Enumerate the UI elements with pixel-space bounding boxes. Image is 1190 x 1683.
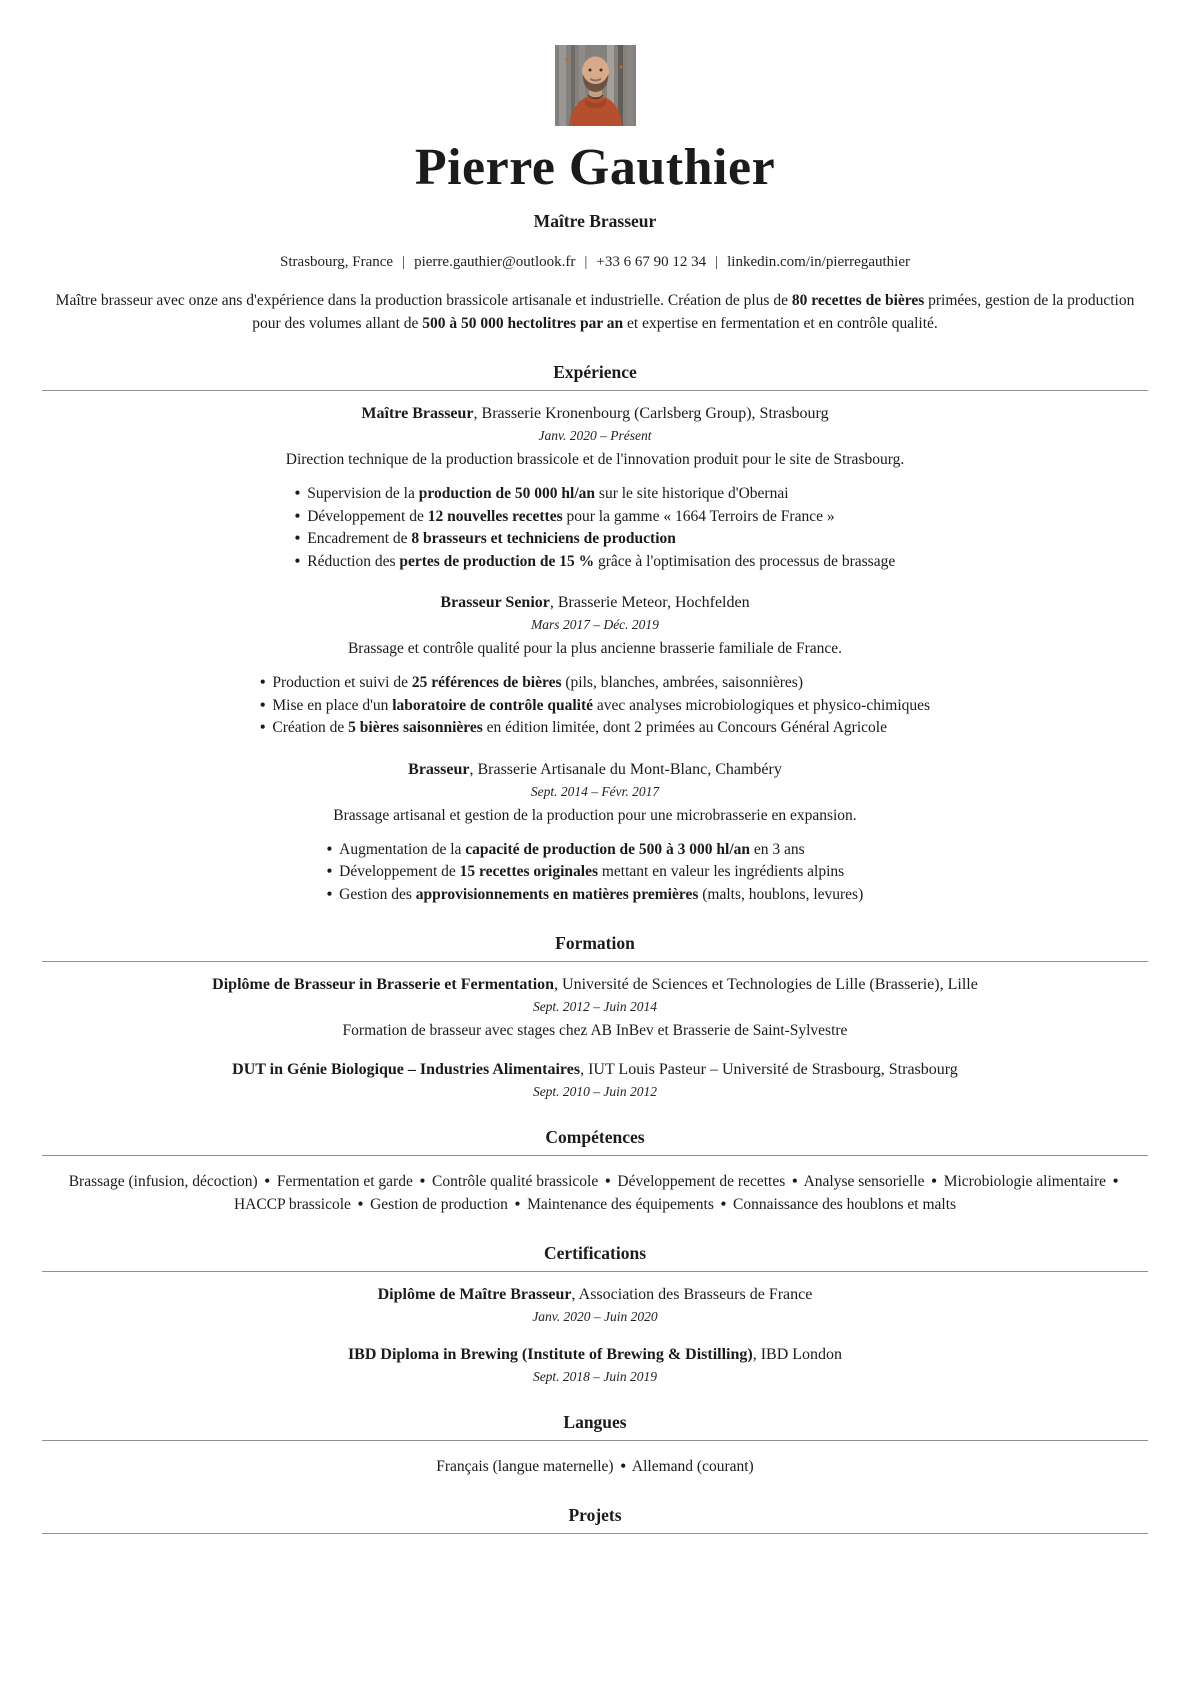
- bold-text: 80 recettes de bières: [791, 292, 925, 310]
- summary-paragraph: Maître brasseur avec onze ans d'expérience dans la production brassicole artisanale et industrielle. Création de plus de 80 recettes de bières primées, gestion de la production pour des volumes allant de 500 à 50 000 hectolitres par an et expertise en fermentation et en contrôle qualité.: [55, 292, 1135, 333]
- bullet-icon: •: [294, 530, 301, 548]
- list-item: Français (langue maternelle): [436, 1458, 614, 1476]
- bullet-icon: •: [259, 674, 266, 692]
- contact-separator: |: [402, 254, 406, 271]
- bullet-item: • Création de 5 bières saisonnières en édition limitée, dont 2 primées au Concours Général Agricole: [259, 719, 887, 737]
- dot-separator: •: [720, 1196, 727, 1214]
- entry: [42, 405, 1148, 573]
- entry-title: [42, 1286, 1148, 1304]
- section-divider: [42, 1440, 1148, 1441]
- bold-text: 25 références de bières: [411, 674, 562, 692]
- section-competences: [42, 1127, 1148, 1216]
- list-item: Développement de recettes: [617, 1173, 786, 1191]
- section-langues: [42, 1412, 1148, 1478]
- bold-text: capacité de production de 500 à 3 000 hl/an: [465, 840, 751, 858]
- entry: [42, 594, 1148, 740]
- portrait-photo-illustration: [555, 45, 636, 126]
- bullet-icon: •: [294, 485, 301, 503]
- entry-subtitle: , IBD London: [752, 1346, 843, 1364]
- list-item: Connaissance des houblons et malts: [733, 1196, 957, 1214]
- langues-list: [42, 1455, 1148, 1478]
- bold-text: approvisionnements en matières premières: [415, 885, 699, 903]
- bullet-icon: •: [259, 696, 266, 714]
- bullet-icon: •: [326, 863, 333, 881]
- bold-text: 8 brasseurs et techniciens de production: [411, 530, 676, 548]
- entry-title: [42, 1061, 1148, 1079]
- bullet-item: • Production et suivi de 25 références de bières (pils, blanches, ambrées, saisonnières): [259, 674, 803, 692]
- entry-dates: Sept. 2018 – Juin 2019: [532, 1369, 658, 1385]
- section-divider: [42, 961, 1148, 962]
- list-item: Brassage (infusion, décoction): [68, 1173, 258, 1191]
- list-item: Allemand (courant): [631, 1458, 754, 1476]
- entry-title: [42, 976, 1148, 994]
- competences-list: [42, 1170, 1148, 1216]
- entry: [42, 1061, 1148, 1100]
- bullet-item: • Mise en place d'un laboratoire de contrôle qualité avec analyses microbiologiques et physico-chimiques: [259, 696, 931, 714]
- contact-separator: |: [715, 254, 719, 271]
- bullet-icon: •: [326, 840, 333, 858]
- section-heading-competences: Compétences: [545, 1127, 645, 1148]
- entry-subtitle: , Brasserie Artisanale du Mont-Blanc, Chambéry: [469, 760, 782, 778]
- contact-location: Strasbourg, France: [280, 254, 394, 271]
- section-heading-formation: Formation: [555, 933, 635, 954]
- entry-dates: Mars 2017 – Déc. 2019: [531, 617, 659, 633]
- entry-dates: Sept. 2012 – Juin 2014: [532, 999, 658, 1015]
- bullet-item: • Encadrement de 8 brasseurs et techniciens de production: [294, 530, 676, 548]
- section-divider: [42, 1271, 1148, 1272]
- bullet-icon: •: [294, 507, 301, 525]
- section-heading-langues: Langues: [563, 1412, 627, 1433]
- entry-description: Direction technique de la production brassicole et de l'innovation produit pour le site de Strasbourg.: [285, 451, 905, 469]
- list-item: Contrôle qualité brassicole: [432, 1173, 599, 1191]
- dot-separator: •: [620, 1458, 626, 1476]
- dot-separator: •: [419, 1173, 426, 1191]
- entry-subtitle: , Association des Brasseurs de France: [571, 1286, 813, 1304]
- list-item: Analyse sensorielle: [803, 1173, 925, 1191]
- list-item: Maintenance des équipements: [527, 1196, 714, 1214]
- dot-separator: •: [931, 1173, 937, 1191]
- bold-text: laboratoire de contrôle qualité: [392, 696, 594, 714]
- contact-separator: |: [584, 254, 588, 271]
- bold-text: production de 50 000 hl/an: [418, 485, 596, 503]
- sections-container: [42, 362, 1148, 1534]
- section-heading-certifications: Certifications: [543, 1243, 647, 1264]
- contact-phone: +33 6 67 90 12 34: [596, 254, 707, 271]
- section-divider: [42, 1155, 1148, 1156]
- section-heading-projets: Projets: [568, 1505, 622, 1526]
- bold-text: pertes de production de 15 %: [399, 552, 595, 570]
- bullet-item: • Augmentation de la capacité de production de 500 à 3 000 hl/an en 3 ans: [326, 840, 805, 858]
- entry-title-bold: IBD Diploma in Brewing (Institute of Brewing & Distilling): [347, 1346, 753, 1364]
- dot-separator: •: [792, 1173, 798, 1191]
- bullet-item: • Gestion des approvisionnements en matières premières (malts, houblons, levures): [326, 885, 864, 903]
- entry-title: [42, 761, 1148, 779]
- entry-title-bold: Maître Brasseur: [361, 405, 474, 423]
- bullet-item: • Supervision de la production de 50 000 hl/an sur le site historique d'Obernai: [294, 485, 789, 503]
- bold-text: 5 bières saisonnières: [348, 719, 483, 737]
- entry: [42, 1286, 1148, 1325]
- dot-separator: •: [357, 1196, 364, 1214]
- entry: [42, 1346, 1148, 1385]
- section-divider: [42, 390, 1148, 391]
- list-item: Gestion de production: [370, 1196, 508, 1214]
- section-experience: [42, 362, 1148, 906]
- bullet-icon: •: [259, 719, 266, 737]
- entry: [42, 761, 1148, 907]
- entry-title: [42, 1346, 1148, 1364]
- entry-bullets: [327, 839, 864, 907]
- entry-bullets: [295, 483, 895, 573]
- contact-email: pierre.gauthier@outlook.fr: [414, 254, 576, 271]
- entry-title-bold: Diplôme de Maître Brasseur: [377, 1286, 572, 1304]
- dot-separator: •: [1112, 1173, 1119, 1191]
- bullet-icon: •: [294, 552, 301, 570]
- entry-title-bold: Brasseur Senior: [440, 594, 550, 612]
- entry-dates: Janv. 2020 – Juin 2020: [532, 1309, 658, 1325]
- list-item: Microbiologie alimentaire: [943, 1173, 1106, 1191]
- section-heading-experience: Expérience: [553, 362, 637, 383]
- entry-title-bold: Diplôme de Brasseur in Brasserie et Fermentation: [212, 976, 555, 994]
- entry-description: Formation de brasseur avec stages chez AB InBev et Brasserie de Saint-Sylvestre: [342, 1022, 848, 1040]
- section-certifications: [42, 1243, 1148, 1385]
- entry-description: Brassage et contrôle qualité pour la plus ancienne brasserie familiale de France.: [347, 640, 843, 658]
- dot-separator: •: [514, 1196, 521, 1214]
- entry-subtitle: , Brasserie Meteor, Hochfelden: [549, 594, 750, 612]
- section-formation: [42, 933, 1148, 1100]
- entry-title-bold: Brasseur: [408, 760, 470, 778]
- contact-line: [42, 254, 1148, 271]
- headline-role: Maître Brasseur: [533, 211, 657, 232]
- bullet-item: • Développement de 12 nouvelles recettes pour la gamme « 1664 Terroirs de France »: [294, 507, 835, 525]
- bold-text: 500 à 50 000 hectolitres par an: [422, 315, 624, 333]
- section-divider: [42, 1533, 1148, 1534]
- entry-dates: Sept. 2010 – Juin 2012: [532, 1084, 658, 1100]
- bold-text: 12 nouvelles recettes: [427, 507, 563, 525]
- section-projets: [42, 1505, 1148, 1534]
- page-title: Pierre Gauthier: [414, 139, 776, 196]
- entry-subtitle: , Brasserie Kronenbourg (Carlsberg Group), Strasbourg: [473, 405, 829, 423]
- contact-linkedin: linkedin.com/in/pierregauthier: [727, 254, 910, 271]
- list-item: Fermentation et garde: [276, 1173, 413, 1191]
- entry-dates: Janv. 2020 – Présent: [538, 428, 652, 444]
- entry-bullets: [260, 672, 930, 740]
- entry-title: [42, 594, 1148, 612]
- bullet-item: • Développement de 15 recettes originales mettant en valeur les ingrédients alpins: [326, 863, 845, 881]
- entry-subtitle: , Université de Sciences et Technologies de Lille (Brasserie), Lille: [554, 976, 978, 994]
- entry-dates: Sept. 2014 – Févr. 2017: [530, 783, 660, 799]
- bold-text: 15 recettes originales: [459, 863, 598, 881]
- bullet-icon: •: [326, 885, 333, 903]
- bullet-item: • Réduction des pertes de production de 15 % grâce à l'optimisation des processus de brassage: [294, 552, 896, 570]
- entry: [42, 976, 1148, 1040]
- profile-photo: [555, 45, 636, 126]
- entry-title-bold: DUT in Génie Biologique – Industries Alimentaires: [232, 1061, 581, 1079]
- entry-subtitle: , IUT Louis Pasteur – Université de Strasbourg, Strasbourg: [580, 1061, 958, 1079]
- list-item: HACCP brassicole: [233, 1196, 351, 1214]
- entry-description: Brassage artisanal et gestion de la production pour une microbrasserie en expansion.: [333, 806, 857, 824]
- entry-title: [42, 405, 1148, 423]
- dot-separator: •: [264, 1173, 270, 1191]
- dot-separator: •: [605, 1173, 611, 1191]
